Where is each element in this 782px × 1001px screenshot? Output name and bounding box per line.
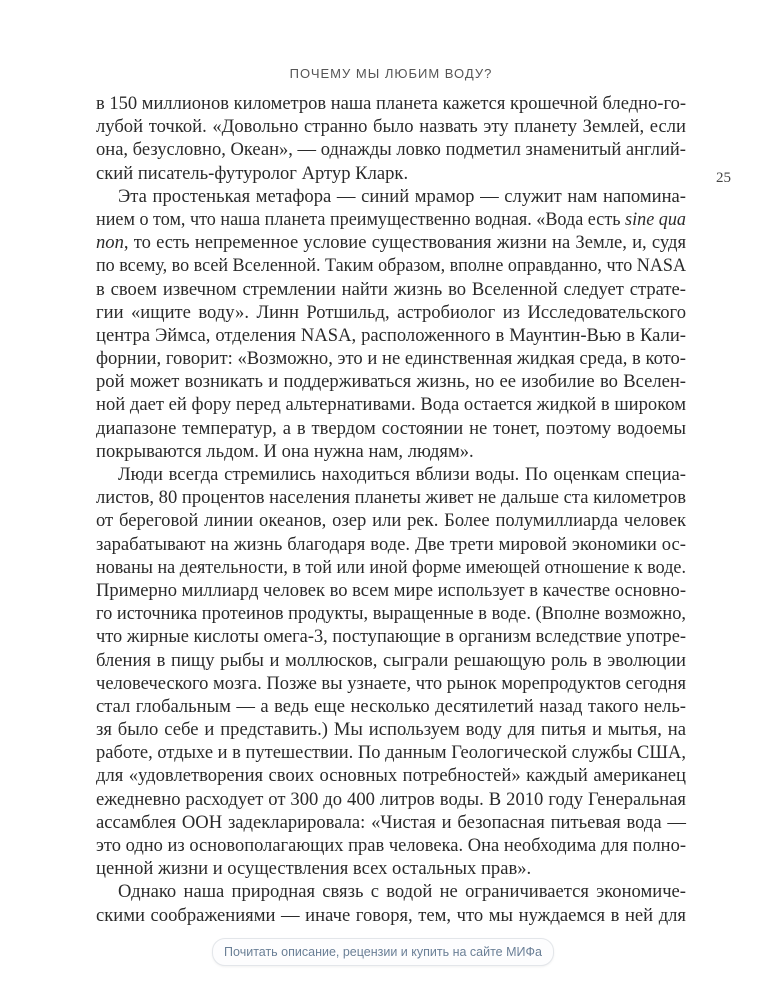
text-line: [96, 162, 686, 185]
text-segment: ассамблея ООН задекларировала: «Чистая и безопасная питьевая вода —: [96, 811, 686, 833]
line-fit-wrapper: [96, 672, 686, 695]
line-fit-wrapper: [96, 741, 686, 764]
italic-text: sine qua: [625, 208, 686, 230]
text-line: [96, 254, 686, 277]
text-segment: диапазоне температур, а в твердом состоянии не тонет, поэтому водоемы: [96, 417, 686, 439]
text-segment: скими соображениями — иначе говоря, тем, что мы нуждаемся в ней для: [96, 904, 686, 926]
text-segment: Однако наша природная связь с водой не ограничивается экономиче-: [118, 881, 686, 903]
text-segment: нованы на деятельности, в той или иной форме имеющей отношение к воде.: [96, 556, 686, 578]
text-line: [96, 324, 686, 347]
text-segment: , то есть непременное условие существования жизни на Земле, и, судя: [123, 232, 686, 254]
text-line: [96, 811, 686, 834]
line-fit-wrapper: [96, 556, 686, 579]
text-segment: от береговой линии океанов, озер или рек. Более полумиллиарда человек: [96, 510, 686, 532]
text-line: [96, 370, 686, 393]
text-line: [96, 602, 686, 625]
text-segment: в своем извечном стремлении найти жизнь во Вселенной следует страте-: [96, 278, 686, 300]
line-fit-wrapper: [96, 138, 686, 161]
text-line: [96, 857, 686, 880]
text-segment: Эта простенькая метафора — синий мрамор — служит нам напомина-: [118, 185, 686, 207]
text-line: [96, 509, 686, 532]
text-segment: что жирные кислоты омега-3, поступающие в организм вследствие употре-: [96, 626, 686, 648]
text-line: [96, 92, 686, 115]
italic-text: non: [96, 232, 124, 254]
text-line: [96, 695, 686, 718]
text-segment: человеческого мозга. Позже вы узнаете, что рынок морепродуктов сегодня: [96, 672, 687, 694]
text-line: [96, 440, 686, 463]
text-line: [96, 625, 686, 648]
text-segment: ежедневно расходует от 300 до 400 литров воды. В 2010 году Генеральная: [96, 788, 686, 810]
text-line: [96, 347, 686, 370]
text-segment: покрываются льдом. И она нужна нам, людям».: [96, 440, 474, 462]
line-fit-wrapper: [96, 92, 686, 115]
text-segment: ной дает ей фору перед альтернативами. Вода остается жидкой в широком: [96, 394, 686, 416]
text-segment: го источника протеинов продукты, выращенные в воде. (Вполне возможно,: [96, 603, 687, 625]
text-segment: нием о том, что наша планета преимущественно водная. «Вода есть: [96, 208, 626, 230]
text-line: [96, 834, 686, 857]
text-segment: Люди всегда стремились находиться вблизи воды. По оценкам специа-: [118, 464, 686, 485]
text-segment: листов, 80 процентов населения планеты живет не дальше ста километров: [96, 487, 686, 509]
text-segment: рой может возникать и поддерживаться жизнь, но ее изобилие во Вселен-: [96, 371, 686, 393]
text-line: [96, 579, 686, 602]
text-line: [96, 764, 686, 787]
text-segment: центра Эймса, отделения NASA, расположенного в Маунтин-Вью в Кали-: [96, 324, 686, 346]
text-segment: это одно из основополагающих прав человека. Она необходима для полно-: [96, 835, 686, 856]
text-segment: она, безусловно, Океан», — однажды ловко подметил знаменитый англий-: [96, 139, 686, 161]
text-line: [96, 138, 686, 161]
text-segment: Примерно миллиард человек во всем мире использует в качестве основно-: [96, 579, 686, 601]
text-line: [96, 463, 686, 486]
text-line: [96, 417, 686, 440]
line-fit-wrapper: [96, 254, 686, 277]
text-line: [96, 301, 686, 324]
line-fit-wrapper: [96, 486, 686, 509]
running-head: ПОЧЕМУ МЫ ЛЮБИМ ВОДУ?: [289, 66, 493, 81]
text-segment: по всему, во всей Вселенной. Таким образом, вполне оправданно, что NASA: [96, 255, 687, 277]
text-segment: гии «ищите воду». Линн Ротшильд, астробиолог из Исследовательского: [96, 301, 686, 323]
text-segment: зарабатывают на жизнь благодаря воде. Две трети мировой экономики ос-: [96, 533, 686, 555]
text-line: [96, 231, 686, 254]
text-line: [96, 185, 686, 208]
line-fit-wrapper: [96, 602, 686, 625]
line-fit-wrapper: [96, 834, 686, 857]
text-segment: в 150 миллионов километров наша планета кажется крошечной бледно-го-: [96, 93, 687, 114]
text-line: [96, 393, 686, 416]
line-fit-wrapper: [96, 579, 686, 602]
text-line: [96, 649, 686, 672]
text-line: [96, 904, 686, 927]
text-line: [96, 278, 686, 301]
text-line: [96, 115, 686, 138]
line-fit-wrapper: [96, 208, 686, 231]
line-fit-wrapper: [96, 625, 686, 648]
body-text: [96, 92, 686, 927]
text-segment: лубой точкой. «Довольно странно было назвать эту планету Землей, если: [96, 116, 686, 138]
text-line: [96, 208, 686, 231]
buy-book-link-button[interactable]: Почитать описание, рецензии и купить на сайте МИФа: [212, 938, 554, 966]
text-line: [96, 880, 686, 903]
page-number: 25: [716, 170, 731, 186]
text-line: [96, 533, 686, 556]
text-segment: форнии, говорит: «Возможно, это и не единственная жидкая среда, в кото-: [96, 348, 686, 370]
text-line: [96, 556, 686, 579]
text-segment: для «удовлетворения своих основных потребностей» каждый американец: [96, 765, 686, 787]
text-line: [96, 741, 686, 764]
text-line: [96, 718, 686, 741]
text-segment: бления в пищу рыбы и моллюсков, сыграли решающую роль в эволюции: [96, 649, 686, 671]
text-line: [96, 672, 686, 695]
text-segment: работе, отдыхе и в путешествии. По данным Геологической службы США,: [96, 742, 686, 764]
text-line: [96, 788, 686, 811]
text-segment: зя было себе и представить.) Мы используем воду для питья и мытья, на: [96, 719, 686, 741]
text-line: [96, 486, 686, 509]
text-segment: ценной жизни и осуществления всех остальных прав».: [96, 858, 532, 880]
text-segment: ский писатель-футуролог Артур Кларк.: [96, 162, 409, 184]
text-segment: стал глобальным — а ведь еще несколько десятилетий назад такого нель-: [96, 695, 686, 717]
